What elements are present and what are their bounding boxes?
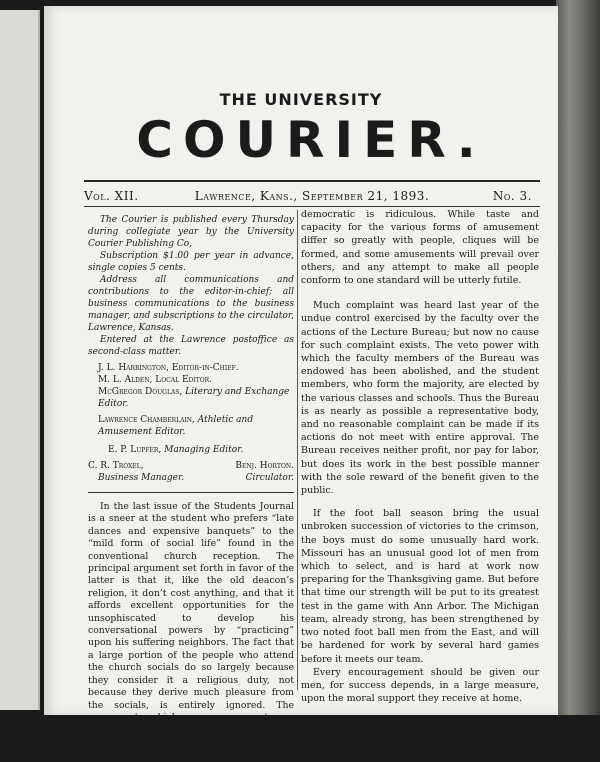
dateline — [84, 186, 540, 208]
left-column-rule — [88, 492, 294, 493]
left-column — [88, 214, 294, 762]
staff-local-editor: M. L. Alden, Local Editor. — [98, 375, 212, 385]
masthead-rule-top — [84, 180, 540, 182]
article-lecture-bureau: Much complaint was heard last year of the undue control exercised by the faculty over the actions of the Lecture Bureau; but now no cause for such complaint exists. The veto power with which the faculty members of the Bureau was endowed has been abolished, and the student members, who form the majority, are elected by the various classes and schools. Thus the Bureau is as nearly as possible a representative body, and no reasonable complaint can be made if its actions do not meet with entire approval. The Bureau receives neither profit, nor pay for labor, but does its work in the best possible manner with the sole reward of the benefit given to the public. — [301, 300, 539, 497]
masthead-title: COURIER. — [136, 111, 486, 169]
staff-list — [88, 362, 294, 484]
circulator-role: Circulator. — [245, 473, 294, 483]
imprint-publication: The Courier is published every Thursday during collegiate year by the University Courier Publishing Co, — [88, 215, 294, 249]
right-column — [301, 208, 539, 705]
athletic-editor-name: Lawrence Chamberlain, — [98, 415, 195, 425]
staff-athletic-editor — [98, 414, 294, 438]
volume-label: Vol. XII. — [84, 189, 139, 203]
imprint-block — [88, 214, 294, 358]
managing-editor-role: Managing Editor. — [164, 445, 244, 455]
imprint-subscription: Subscription $1.00 per year in advance, single copies 5 cents. — [88, 251, 294, 273]
business-manager-role: Business Manager. — [98, 473, 185, 483]
business-manager-name: C. R. Troxel, — [88, 461, 144, 471]
managing-editor-name: E. P. Lupfer, — [108, 445, 162, 455]
literary-editor-name: McGregor Douglas, — [98, 387, 183, 397]
staff-editor-in-chief: J. L. Harrington, Editor-in-Chief. — [98, 363, 239, 373]
issue-number-label: No. 3. — [492, 189, 532, 203]
staff-business-manager — [88, 460, 184, 484]
left-page-edge — [0, 10, 40, 710]
staff-literary-editor — [98, 386, 294, 410]
column-divider — [297, 210, 298, 690]
circulator-name: Benj. Horton. — [235, 461, 294, 471]
imprint-address: Address all communications and contributions to the editor-in-chief; all business communications to the business manager, and subscriptions to the circulator, Lawrence, Kansas. — [88, 275, 294, 333]
article-continued: democratic is ridiculous. While taste and capacity for the various forms of amusement differ so greatly with people, cliques will be formed, and some amusements will prevail over others, and any attempt to make all people conform to one standard will be utterly futile. — [301, 209, 539, 287]
athletic-editor-role: Athletic and Amusement Editor. — [98, 415, 254, 437]
place-date-label: Lawrence, Kans., September 21, 1893. — [194, 189, 430, 203]
article-foot-ball: If the foot ball season bring the usual unbroken succession of victories to the crimson, the boys must do some unusually hard work. Missouri has an unusual good lot of men from which to select, and is hard at work now preparing for the Thanksgiving game. But before that time our strength will be put to its greatest test in the game with Ann Arbor. The Michigan team, already strong, has been strengthened by two noted foot ball men from the East, and will be hardened for work by several hard games before it meets our team. — [301, 508, 539, 665]
article-students-journal: In the last issue of the Students Journal is a sneer at the student who prefers “late dances and expensive banquets” to the “mild form of social life” found in the conventional church reception. The principal argument set forth in favor of the latter is that it, like the old deacon’s religion, it don’t cost anything, and that it affords excellent opportunities for the unsophiscated to develop his conversational powers by “practicing” upon his suffering neighbors. The fact that a large portion of the people who attend the church socials do so largely because they consider it a religious duty, not because they derive much pleasure from the socials, is entirely ignored. The excesses to which some amusements are carried are, of course, injurious, and should be deprecated; but any attempt to make the University society entirely — [88, 501, 294, 761]
article-encouragement: Every encouragement should be given our men, for success depends, in a large measure, upon the moral support they receive at home. — [301, 666, 539, 705]
imprint-postoffice: Entered at the Lawrence postoffice as second-class matter. — [88, 335, 294, 357]
staff-managing-editor — [108, 444, 294, 456]
newspaper-page — [44, 6, 558, 761]
literary-editor-role: Literary and Exchange Editor. — [98, 387, 290, 409]
staff-business-row — [88, 460, 294, 484]
book-binding-edge — [556, 0, 600, 715]
dateline-rule — [84, 206, 540, 207]
masthead-subtitle: THE UNIVERSITY — [219, 90, 383, 109]
staff-circulator — [235, 460, 294, 484]
